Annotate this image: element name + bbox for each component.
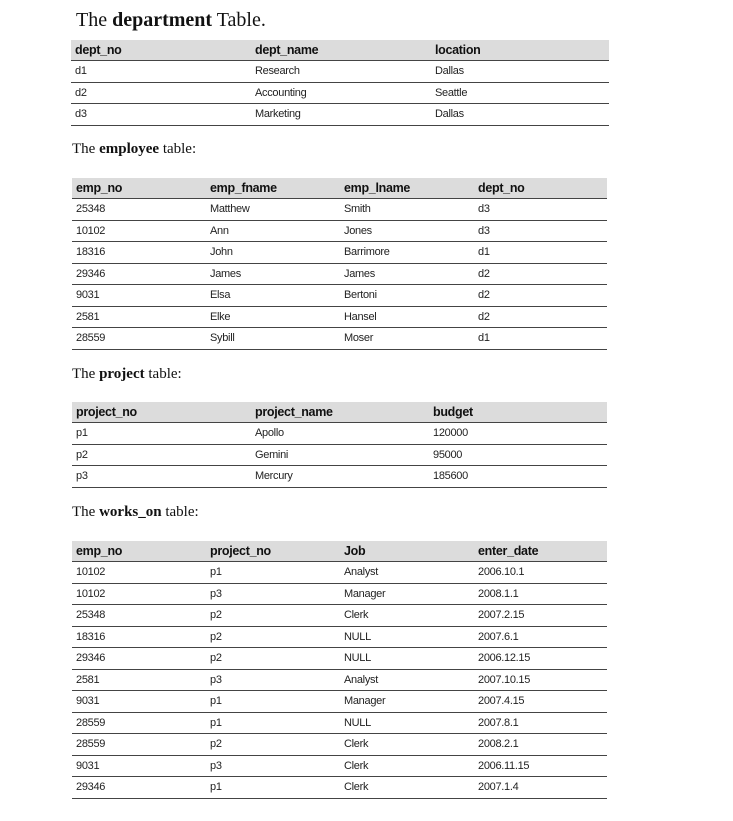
table-cell: Clerk (340, 755, 474, 777)
table-cell: Manager (340, 583, 474, 605)
table-cell: p2 (206, 626, 340, 648)
column-header: project_name (251, 402, 429, 423)
table-cell: Research (251, 61, 431, 83)
table-row (72, 263, 607, 285)
table-cell: Moser (340, 328, 474, 350)
table-cell: James (340, 263, 474, 285)
table-cell: d3 (474, 199, 607, 221)
table-cell: p2 (72, 444, 251, 466)
table-cell: p3 (206, 669, 340, 691)
table-cell: p3 (206, 755, 340, 777)
table-row (72, 777, 607, 799)
table-cell: p3 (206, 583, 340, 605)
table-cell: Dallas (431, 61, 609, 83)
table-cell: d2 (474, 263, 607, 285)
table-cell: 10102 (72, 583, 206, 605)
column-header: emp_no (72, 178, 206, 199)
table-row (72, 712, 607, 734)
table-cell: 25348 (72, 605, 206, 627)
column-header: project_no (72, 402, 251, 423)
header-row (72, 178, 607, 199)
table-cell: Jones (340, 220, 474, 242)
table-row (71, 82, 609, 104)
table-cell: NULL (340, 626, 474, 648)
table-cell: Marketing (251, 104, 431, 126)
table-cell: 2006.10.1 (474, 562, 607, 584)
table-cell: 2007.8.1 (474, 712, 607, 734)
table-cell: p2 (206, 648, 340, 670)
table-cell: 10102 (72, 562, 206, 584)
table-cell: d1 (474, 242, 607, 264)
table-cell: 29346 (72, 648, 206, 670)
table-cell: Sybill (206, 328, 340, 350)
table-cell: 120000 (429, 423, 607, 445)
table-row (72, 466, 607, 488)
table-cell: NULL (340, 712, 474, 734)
table-cell: 25348 (72, 199, 206, 221)
table-cell: 2007.4.15 (474, 691, 607, 713)
table-cell: 10102 (72, 220, 206, 242)
table-row (72, 220, 607, 242)
table-cell: d1 (71, 61, 251, 83)
table-row (72, 285, 607, 307)
table-row (72, 583, 607, 605)
header-row (72, 541, 607, 562)
table-cell: John (206, 242, 340, 264)
table-cell: Smith (340, 199, 474, 221)
table-cell: p1 (206, 562, 340, 584)
table-row (72, 669, 607, 691)
table-cell: Analyst (340, 562, 474, 584)
works-on-caption: The works_on table: (72, 504, 199, 520)
table-cell: 29346 (72, 263, 206, 285)
table-row (72, 199, 607, 221)
employee-table (72, 178, 607, 350)
table-cell: 29346 (72, 777, 206, 799)
table-cell: 18316 (72, 626, 206, 648)
table-cell: Clerk (340, 605, 474, 627)
table-cell: d2 (71, 82, 251, 104)
table-cell: 2007.1.4 (474, 777, 607, 799)
table-cell: d3 (474, 220, 607, 242)
column-header: enter_date (474, 541, 607, 562)
table-row (71, 104, 609, 126)
table-cell: 9031 (72, 285, 206, 307)
project-caption: The project table: (72, 366, 182, 382)
column-header: emp_fname (206, 178, 340, 199)
table-cell: 28559 (72, 328, 206, 350)
table-row (72, 648, 607, 670)
table-cell: 9031 (72, 755, 206, 777)
table-cell: p1 (206, 777, 340, 799)
table-cell: NULL (340, 648, 474, 670)
table-cell: 2007.2.15 (474, 605, 607, 627)
table-cell: p2 (206, 605, 340, 627)
table-cell: Mercury (251, 466, 429, 488)
column-header: dept_no (474, 178, 607, 199)
table-cell: Barrimore (340, 242, 474, 264)
employee-caption: The employee table: (72, 141, 197, 157)
column-header: emp_no (72, 541, 206, 562)
table-cell: Seattle (431, 82, 609, 104)
table-row (71, 61, 609, 83)
table-cell: James (206, 263, 340, 285)
table-cell: p2 (206, 734, 340, 756)
department-table (71, 40, 609, 126)
column-header: project_no (206, 541, 340, 562)
table-cell: 9031 (72, 691, 206, 713)
column-header: Job (340, 541, 474, 562)
table-row (72, 755, 607, 777)
project-table (72, 402, 607, 488)
table-cell: 2007.6.1 (474, 626, 607, 648)
column-header: dept_no (71, 40, 251, 61)
table-cell: d3 (71, 104, 251, 126)
table-row (72, 605, 607, 627)
table-cell: Clerk (340, 734, 474, 756)
table-cell: Accounting (251, 82, 431, 104)
table-row (72, 444, 607, 466)
table-cell: Dallas (431, 104, 609, 126)
header-row (71, 40, 609, 61)
table-cell: 2007.10.15 (474, 669, 607, 691)
table-cell: d2 (474, 285, 607, 307)
table-cell: 2008.2.1 (474, 734, 607, 756)
table-cell: Apollo (251, 423, 429, 445)
table-cell: 2581 (72, 306, 206, 328)
table-row (72, 306, 607, 328)
table-cell: p1 (72, 423, 251, 445)
table-cell: d1 (474, 328, 607, 350)
column-header: budget (429, 402, 607, 423)
table-cell: Manager (340, 691, 474, 713)
table-cell: 2006.12.15 (474, 648, 607, 670)
table-cell: Gemini (251, 444, 429, 466)
table-row (72, 242, 607, 264)
column-header: location (431, 40, 609, 61)
header-row (72, 402, 607, 423)
table-cell: 28559 (72, 734, 206, 756)
table-cell: Ann (206, 220, 340, 242)
column-header: dept_name (251, 40, 431, 61)
column-header: emp_lname (340, 178, 474, 199)
table-row (72, 562, 607, 584)
table-cell: d2 (474, 306, 607, 328)
table-cell: 95000 (429, 444, 607, 466)
table-cell: Analyst (340, 669, 474, 691)
table-cell: p1 (206, 691, 340, 713)
table-cell: 2008.1.1 (474, 583, 607, 605)
table-cell: 18316 (72, 242, 206, 264)
table-cell: Hansel (340, 306, 474, 328)
department-caption: The department Table. (76, 9, 266, 31)
table-cell: Clerk (340, 777, 474, 799)
table-cell: Elsa (206, 285, 340, 307)
table-cell: p3 (72, 466, 251, 488)
table-row (72, 734, 607, 756)
table-row (72, 328, 607, 350)
table-cell: Elke (206, 306, 340, 328)
table-row (72, 423, 607, 445)
table-cell: 2581 (72, 669, 206, 691)
table-cell: Bertoni (340, 285, 474, 307)
table-cell: 185600 (429, 466, 607, 488)
works-on-table (72, 541, 607, 799)
table-cell: p1 (206, 712, 340, 734)
table-cell: 2006.11.15 (474, 755, 607, 777)
table-cell: 28559 (72, 712, 206, 734)
table-cell: Matthew (206, 199, 340, 221)
table-row (72, 691, 607, 713)
table-row (72, 626, 607, 648)
